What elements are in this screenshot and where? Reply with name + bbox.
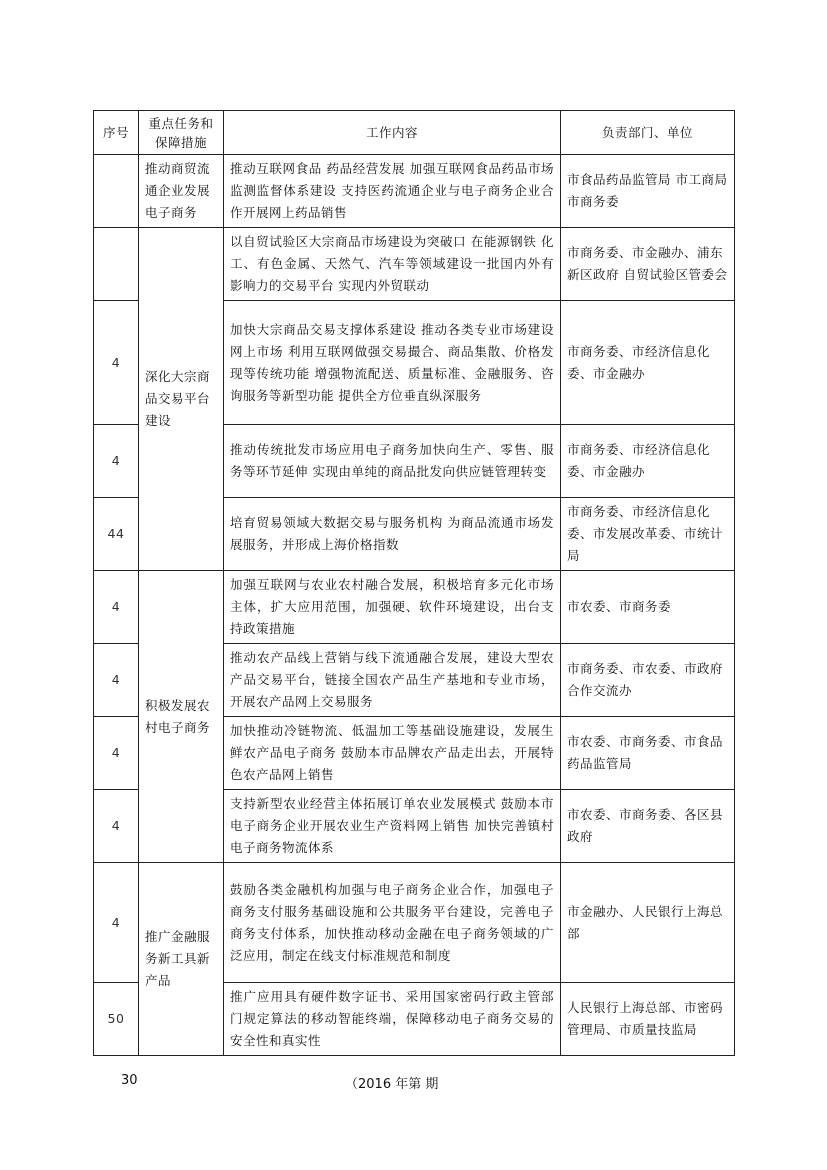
row-dept: 市食品药品监管局 市工商局 市商务委 [561,155,735,228]
row-seq: 50 [94,983,139,1056]
row-dept: 市商务委、市经济信息化委、市金融办 [561,301,735,425]
group-task-rural: 积极发展农村电子商务 [139,571,224,863]
header-row [94,111,735,155]
row-seq: 4 [94,863,139,983]
row-seq: 4 [94,790,139,863]
header-task: 重点任务和保障措施 [139,111,224,155]
row-seq: 4 [94,644,139,717]
row-content: 推动农产品线上营销与线下流通融合发展，建设大型农产品交易平台，链接全国农产品生产基地和专业市场，开展农产品网上交易服务 [224,644,561,717]
page-footer [0,1073,827,1093]
row-seq [94,228,139,301]
row-dept: 市农委、市商务委、市食品药品监管局 [561,717,735,790]
row-seq: 4 [94,425,139,498]
row-seq: 4 [94,301,139,425]
row-content: 推广应用具有硬件数字证书、采用国家密码行政主管部门规定算法的移动智能终端，保障移动电子商务交易的安全性和真实性 [224,983,561,1056]
table-row [94,155,735,228]
row-dept: 市商务委、市经济信息化委、市金融办 [561,425,735,498]
row-task: 推动商贸流通企业发展电子商务 [139,155,224,228]
row-dept: 市农委、市商务委 [561,571,735,644]
header-seq: 序号 [94,111,139,155]
row-content: 支持新型农业经营主体拓展订单农业发展模式 鼓励本市电子商务企业开展农业生产资料网上销售 加快完善镇村电子商务物流体系 [224,790,561,863]
table-row [94,863,735,983]
header-dept: 负责部门、单位 [561,111,735,155]
row-content: 加强互联网与农业农村融合发展，积极培育多元化市场主体，扩大应用范围，加强硬、软件环境建设，出台支持政策措施 [224,571,561,644]
row-seq: 4 [94,717,139,790]
row-dept: 市商务委、市经济信息化委、市发展改革委、市统计局 [561,498,735,571]
header-content: 工作内容 [224,111,561,155]
row-content: 推动传统批发市场应用电子商务加快向生产、零售、服务等环节延伸 实现由单纯的商品批发向供应链管理转变 [224,425,561,498]
row-content: 培育贸易领域大数据交易与服务机构 为商品流通市场发展服务，并形成上海价格指数 [224,498,561,571]
row-content: 推动互联网食品 药品经营发展 加强互联网食品药品市场监测监督体系建设 支持医药流通企业与电子商务企业合作开展网上药品销售 [224,155,561,228]
row-seq: 44 [94,498,139,571]
issue-label: （2016 年第 期 [345,1077,439,1092]
task-table [93,110,735,1056]
row-content: 加快推动冷链物流、低温加工等基础设施建设，发展生鲜农产品电子商务 鼓励本市品牌农产品走出去，开展特色农产品网上销售 [224,717,561,790]
row-content: 以自贸试验区大宗商品市场建设为突破口 在能源钢铁 化工、有色金属、天然气、汽车等领域建设一批国内外有影响力的交易平台 实现内外贸联动 [224,228,561,301]
table-row [94,571,735,644]
table-row [94,228,735,301]
row-content: 加快大宗商品交易支撑体系建设 推动各类专业市场建设网上市场 利用互联网做强交易撮合、商品集散、价格发现等传统功能 增强物流配送、质量标准、金融服务、咨询服务等新型功能 提供全方位垂直纵深服务 [224,301,561,425]
row-dept: 市金融办、人民银行上海总部 [561,863,735,983]
row-dept: 市商务委、市金融办、浦东新区政府 自贸试验区管委会 [561,228,735,301]
row-seq [94,155,139,228]
row-seq: 4 [94,571,139,644]
row-content: 鼓励各类金融机构加强与电子商务企业合作，加强电子商务支付服务基础设施和公共服务平台建设，完善电子商务支付体系，加快推动移动金融在电子商务领域的广泛应用，制定在线支付标准规范和制度 [224,863,561,983]
group-task-bulk: 深化大宗商品交易平台建设 [139,228,224,571]
page-number: 30 [121,1073,138,1088]
row-dept: 市商务委、市农委、市政府合作交流办 [561,644,735,717]
row-dept: 市农委、市商务委、各区县政府 [561,790,735,863]
row-dept: 人民银行上海总部、市密码管理局、市质量技监局 [561,983,735,1056]
group-task-finance: 推广金融服务新工具新产品 [139,863,224,1056]
